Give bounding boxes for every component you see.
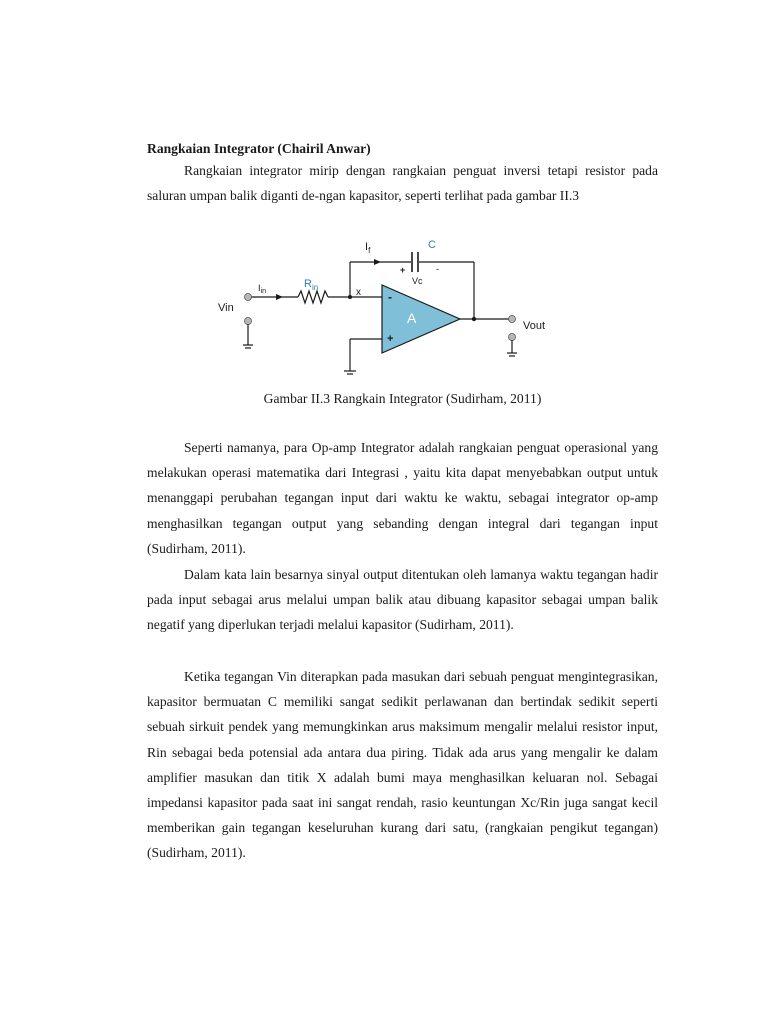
label-plus-input: +	[387, 333, 394, 345]
label-rin: $R_{in}$	[304, 278, 319, 292]
label-vin: Vin	[218, 302, 234, 314]
label-minus-input: -	[388, 290, 392, 304]
figure-caption: Gambar II.3 Rangkain Integrator (Sudirham, 2011)	[263, 391, 542, 406]
op-amp-triangle	[382, 285, 460, 353]
vin-terminal-top	[245, 294, 252, 301]
label-x: x	[356, 287, 361, 298]
label-amplifier: A	[407, 310, 417, 326]
label-c: C	[428, 239, 436, 251]
label-iin: $I_{in}$	[258, 283, 266, 295]
label-if: $I_f$	[365, 241, 371, 255]
paragraph-output-signal: Dalam kata lain besarnya sinyal output ditentukan oleh lamanya waktu tegangan hadir pada input sebagai arus melalui umpan balik atau dibuang kapasitor sebagai umpan balik negatif yang diperlukan terjadi melalui kapasitor (Sudirham, 2011).	[147, 567, 658, 633]
label-vc: Vc	[412, 276, 423, 286]
vout-terminal-bottom	[509, 334, 516, 341]
paragraph-op-amp-integrator: Seperti namanya, para Op-amp Integrator adalah rangkaian penguat operasional yang melakukan operasi matematika dari Integrasi , yaitu kita dapat menyebabkan output untuk menanggapi perubahan tegangan input dari waktu ke waktu, sebagai integrator op-amp menghasilkan tegangan output yang sebanding dengan integral dari tegangan input (Sudirham, 2011).	[147, 440, 658, 556]
paragraph-vin-applied: Ketika tegangan Vin diterapkan pada masukan dari sebuah penguat mengintegrasikan, kapasitor bermuatan C memiliki sangat sedikit perlawanan dan bertindak sedikit seperti sebuah sirkuit pendek yang memungkinkan arus maksimum mengalir melalui resistor input, Rin sebagai beda potensial ada antara dua piring. Tidak ada arus yang mengalir ke dalam amplifier masukan dan titik X adalah bumi maya menghasilkan keluaran nol. Sebagai impedansi kapasitor pada saat ini sangat rendah, rasio keuntungan Xc/Rin juga sangat kecil memberikan gain tegangan keseluruhan kurang dari satu, (rangkaian pengikut tegangan) (Sudirham, 2011).	[147, 669, 658, 861]
resistor-rin	[298, 291, 328, 303]
integrator-circuit-diagram	[210, 235, 560, 385]
label-cap-minus: -	[436, 264, 439, 274]
paragraph-intro: Rangkaian integrator mirip dengan rangkaian penguat inversi tetapi resistor pada saluran umpan balik diganti de-ngan kapasitor, seperti terlihat pada gambar II.3	[147, 163, 658, 204]
if-arrow	[374, 259, 381, 265]
integrator-circuit-figure	[210, 235, 560, 390]
label-vout: Vout	[523, 320, 546, 332]
label-cap-plus: +	[400, 265, 406, 275]
vout-terminal-top	[509, 316, 516, 323]
output-node	[472, 317, 476, 321]
section-heading: Rangkaian Integrator (Chairil Anwar)	[147, 141, 371, 156]
iin-arrow	[276, 294, 283, 300]
vin-terminal-bottom	[245, 318, 252, 325]
